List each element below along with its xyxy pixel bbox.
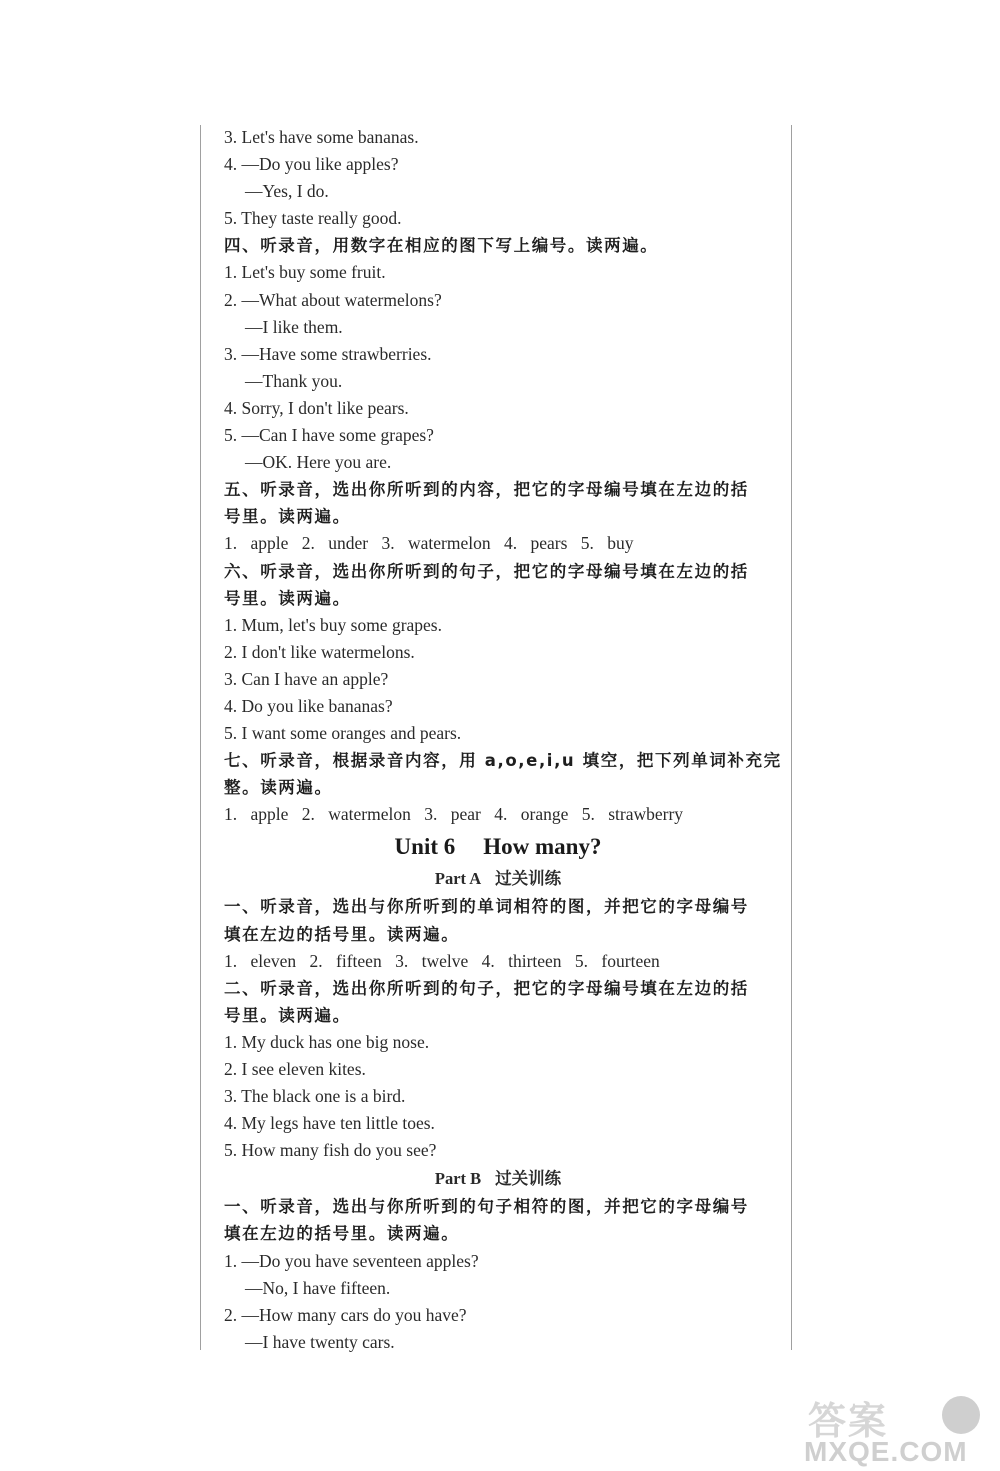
script-line: 1. Let's buy some fruit. — [224, 262, 386, 283]
section-heading: 一、听录音，选出与你所听到的单词相符的图，并把它的字母编号 — [224, 897, 749, 917]
script-line: 1. —Do you have seventeen apples? — [224, 1250, 479, 1271]
script-line: 3. The black one is a bird. — [224, 1086, 406, 1107]
section-heading-cont: 号里。读两遍。 — [224, 507, 351, 527]
script-line: 2. —How many cars do you have? — [224, 1304, 467, 1325]
word-list: 1. eleven 2. fifteen 3. twelve 4. thirteen 5. fourteen — [224, 950, 660, 971]
word-list: 1. apple 2. watermelon 3. pear 4. orange 5. strawberry — [224, 804, 684, 825]
section-heading: 六、听录音，选出你所听到的句子，把它的字母编号填在左边的括 — [224, 561, 749, 581]
watermark-badge-icon — [942, 1396, 980, 1434]
part-subtitle: 过关训练 — [495, 869, 562, 889]
part-b-title — [224, 1164, 772, 1193]
unit-name: How many? — [483, 834, 602, 860]
script-line: 2. I see eleven kites. — [224, 1059, 366, 1079]
script-line: —Yes, I do. — [245, 181, 329, 202]
answer-key-text — [224, 124, 782, 1356]
section-heading-cont: 号里。读两遍。 — [224, 1005, 351, 1025]
section-heading-cont: 整。读两遍。 — [224, 778, 333, 798]
script-line: 1. My duck has one big nose. — [224, 1031, 430, 1052]
script-line: 3. Can I have an apple? — [224, 668, 389, 689]
script-line: 5. They taste really good. — [224, 208, 402, 229]
script-line: 5. —Can I have some grapes? — [224, 425, 434, 446]
right-margin-rule — [791, 125, 792, 1350]
script-line: —I have twenty cars. — [245, 1331, 395, 1352]
section-heading: 二、听录音，选出你所听到的句子，把它的字母编号填在左边的括 — [224, 978, 749, 998]
script-line: 3. —Have some strawberries. — [224, 343, 432, 364]
script-line: 4. —Do you like apples? — [224, 154, 399, 175]
watermark-logo: 答案 — [808, 1399, 889, 1443]
script-line: 3. Let's have some bananas. — [224, 127, 419, 147]
script-line: 2. —What about watermelons? — [224, 289, 442, 310]
part-a-title — [224, 864, 772, 893]
script-line: 2. I don't like watermelons. — [224, 641, 415, 662]
section-heading: 七、听录音，根据录音内容，用 a,o,e,i,u 填空，把下列单词补充完 — [224, 751, 782, 771]
script-line: —OK. Here you are. — [245, 452, 392, 473]
watermark-url: MXQE.COM — [804, 1436, 968, 1467]
section-heading: 四、听录音，用数字在相应的图下写上编号。读两遍。 — [224, 236, 659, 256]
script-line: 1. Mum, let's buy some grapes. — [224, 614, 442, 635]
word-list: 1. apple 2. under 3. watermelon 4. pears 5. buy — [224, 533, 634, 554]
script-line: 5. I want some oranges and pears. — [224, 723, 462, 744]
part-label: Part B — [434, 1169, 482, 1189]
script-line: 4. Sorry, I don't like pears. — [224, 397, 409, 418]
script-line: 4. Do you like bananas? — [224, 695, 393, 716]
section-heading-cont: 填在左边的括号里。读两遍。 — [224, 924, 460, 944]
script-line: —No, I have fifteen. — [245, 1277, 391, 1298]
section-heading-cont: 填在左边的括号里。读两遍。 — [224, 1224, 460, 1244]
script-line: —Thank you. — [245, 370, 343, 391]
script-line: —I like them. — [245, 316, 343, 337]
section-heading: 一、听录音，选出与你所听到的句子相符的图，并把它的字母编号 — [224, 1197, 749, 1217]
part-subtitle: 过关训练 — [495, 1169, 562, 1189]
script-line: 4. My legs have ten little toes. — [224, 1113, 435, 1134]
script-line: 5. How many fish do you see? — [224, 1140, 437, 1161]
part-label: Part A — [434, 869, 482, 889]
left-margin-rule — [200, 125, 201, 1350]
section-heading: 五、听录音，选出你所听到的内容，把它的字母编号填在左边的括 — [224, 480, 749, 500]
site-watermark — [800, 1390, 990, 1468]
section-heading-cont: 号里。读两遍。 — [224, 588, 351, 608]
unit-title — [224, 830, 772, 864]
unit-number: Unit 6 — [394, 834, 456, 860]
